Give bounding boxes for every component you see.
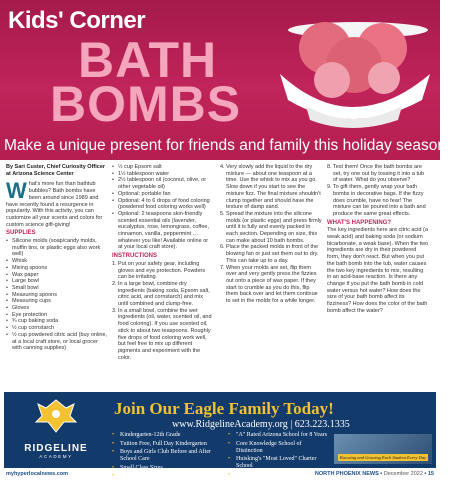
list-item: 8. Test them! Once the bath bombs are set, try one out by tossing it into a tub of water. What do you observe?	[327, 164, 425, 184]
intro-text: hat's more fun than bathtub bubbles? Bath bombs have been around since 1989 and have recently found a resurgence in popularity. With this activity, you can customize all your scents and colors for custom science gift-giving!	[6, 181, 103, 228]
site-link[interactable]: myhyperlocalnews.com	[6, 471, 69, 477]
list-item: • Gloves	[6, 305, 108, 312]
tagline: Make a unique present for friends and family this holiday season.	[4, 137, 450, 154]
list-item: • 1½ tablespoon water	[112, 171, 214, 178]
list-item: • Small Class Sizes	[112, 465, 222, 472]
list-item: • Eye protection	[6, 312, 108, 319]
intro-paragraph	[6, 178, 108, 228]
list-item: 2. In a large bowl, combine dry ingredients (baking soda, Epsom salt, citric acid, and cornstarch) and mix until combined and clump-free.	[112, 280, 210, 308]
list-item: • Purposeful Rigorous Education	[228, 472, 328, 479]
list-item: • Wax paper	[6, 272, 108, 279]
paper-name: NORTH PHOENIX NEWS •	[314, 471, 383, 477]
supplies-heading: SUPPLIES	[6, 230, 36, 237]
happening-heading: WHAT'S HAPPENING?	[327, 219, 391, 226]
list-item: • Small bowl	[6, 285, 108, 292]
article-column-2	[112, 164, 214, 361]
list-item: 3. In a small bowl, combine the wet ingredients (oil, water, scented oil, and food coloring). If you use scented oil, stick to about two teaspoons. Roughly five drops of food coloring work well, but feel free to mix up different pigments and experiment with the color.	[112, 307, 212, 361]
issue-date: December 2022	[383, 471, 423, 477]
list-item: • ½ cup cornstarch	[6, 325, 108, 332]
logo-word: RIDGELINE	[24, 443, 88, 454]
eagle-icon	[34, 398, 78, 436]
logo-sub: ACADEMY	[39, 454, 73, 459]
page-footer	[4, 470, 436, 480]
list-item: • ¾ cup baking soda	[6, 318, 108, 325]
supplies-list-continued	[112, 164, 214, 251]
list-item: • Measuring cups	[6, 298, 108, 305]
header-banner	[0, 0, 450, 160]
list-item: • Measuring spoons	[6, 292, 108, 299]
article-column-1	[6, 164, 108, 352]
article-column-4	[327, 164, 429, 314]
list-item: • Core Knowledge School of Distinction	[228, 441, 328, 455]
page-number: • 15	[424, 471, 434, 477]
list-item: • Optional: 4 to 6 drops of food coloring (powdered food coloring works well)	[112, 198, 214, 211]
ridgeline-logo	[12, 398, 100, 462]
supplies-list	[6, 238, 108, 352]
list-item: 4. Very slowly add the liquid to the dry mixture — about one teaspoon at a time. Use the whisk to mix as you go. Slow down if you start to see the mixture fizz. The final mixture shouldn't clump together and should have the texture of damp sand.	[220, 164, 321, 211]
happening-text: The key ingredients here are citric acid (a weak acid) and baking soda (or sodium bicarbonate, a weak base). When the two ingredients are dry in their powdered form, they don't react. But when you put the bath bomb into the tub, water causes the two key ingredients to mix, resulting in an acid-base reaction. Is there any change if you put the bath bomb in cold water versus hot water? How does the size of your bath bomb affect its fizziness? How does the color of the bath bomb affect the water?	[327, 227, 429, 314]
kicker: Kids' Corner	[8, 7, 146, 34]
title-line-2: BOMBS	[50, 76, 242, 132]
list-item: 1. Put on your safety gear, including gloves and eye protection. Powders can be irritating.	[112, 260, 206, 281]
list-item: • Large bowl	[6, 278, 108, 285]
list-item: • "A" Rated Arizona School for 8 Years	[228, 432, 328, 439]
list-item: 6. Place the packed molds in front of the blowing fan or just set them out to dry. This can take up to a day.	[220, 244, 319, 264]
list-item: • Optional: 2 teaspoons skin-friendly scented essential oils (lavender, eucalyptus, rose, lemongrass, coffee, cinnamon, vanilla, peppermint … whatever you like! Available online or at your local craft store).	[112, 211, 214, 251]
ad-url-link[interactable]: www.RidgelineAcademy.org | 623.223.1335	[172, 419, 350, 430]
article-column-3	[220, 164, 322, 305]
list-item: • Huisking's "Most Loved" Charter School	[228, 456, 328, 470]
instructions-list-end	[327, 164, 429, 218]
article-body	[6, 164, 436, 392]
list-item: • Whisk	[6, 258, 108, 265]
list-item: • Kindergarten-12th Grade	[112, 432, 222, 439]
byline: By Sari Custer, Chief Curiosity Officer at Arizona Science Center	[6, 164, 106, 177]
photo-caption: Knowing and Growing Each Student Every Day	[339, 455, 427, 460]
list-item: • Tuition Free, Full Day Kindergarten	[112, 441, 222, 448]
instructions-list	[112, 261, 214, 362]
list-item: • 2½ tablespoon oil (coconut, olive, or other vegetable oil)	[112, 177, 214, 190]
list-item: 7. When your molds are set, flip them over and very gently press the fizzies out onto a piece of wax paper. If they start to crumble as you do this, flip them back over and let them continue to set in the molds for a while longer.	[220, 264, 318, 305]
bath-bomb-bowl-image	[270, 10, 435, 135]
drop-cap: W	[6, 178, 27, 204]
list-item: • Boys and Girls Club Before and After School Care	[112, 449, 222, 463]
folio	[315, 471, 434, 477]
list-item: • ½ cup powdered citric acid (buy online, at a local craft store, or local grocer with canning supplies)	[6, 332, 108, 352]
ad-title: Join Our Eagle Family Today!	[114, 399, 334, 418]
list-item: • Competitive Sports Programs	[112, 473, 222, 480]
list-item: 9. To gift them, gently wrap your bath bombs in decorative bags. If the fizzy does crumble, have no fear! The mixture can be poured into a bath and produce the same great effects.	[327, 184, 426, 217]
instructions-heading: INSTRUCTIONS	[112, 253, 157, 260]
title-line-1: BATH	[78, 32, 218, 88]
list-item: • Silicone molds (soap/candy molds, muffin tins, or plastic eggs also work well)	[6, 238, 108, 258]
page-title	[50, 32, 242, 132]
instructions-list-continued	[220, 164, 322, 305]
list-item: • Optional: portable fan	[112, 191, 214, 198]
list-item: 5. Spread the mixture into the silicone molds (or plastic eggs) and press firmly until it is fully and evenly packed in each section. Depending on size, this can make about 10 bath bombs.	[220, 210, 322, 244]
list-item: • Mixing spoons	[6, 265, 108, 272]
list-item: • ½ cup Epsom salt	[112, 164, 214, 171]
